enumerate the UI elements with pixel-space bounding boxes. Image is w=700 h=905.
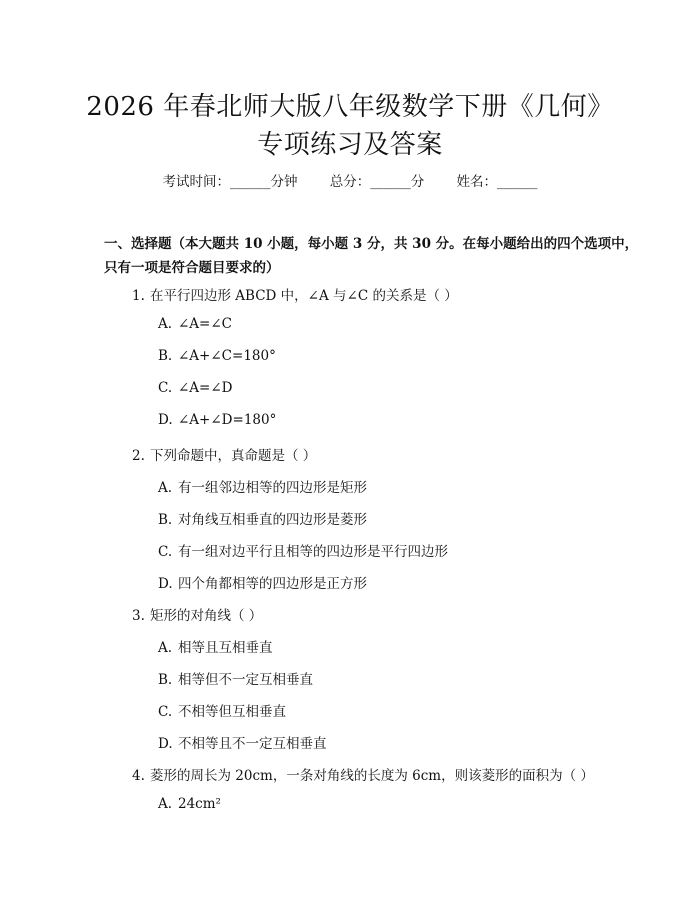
option-label: D.: [158, 736, 173, 752]
option-1b: [158, 348, 276, 364]
option-label: A.: [158, 316, 173, 332]
exam-time: 考试时间：______分钟: [162, 174, 298, 190]
option-text: 不相等且不一定互相垂直: [178, 736, 327, 752]
question-stem: 菱形的周长为 20cm，一条对角线的长度为 6cm，则该菱形的面积为（ ）: [150, 768, 594, 784]
question-number: 2.: [132, 448, 145, 464]
student-name: 姓名：______: [456, 174, 538, 190]
question-stem: 矩形的对角线（ ）: [150, 608, 263, 624]
question-1: [132, 284, 458, 304]
document-title-line2: 专项练习及答案: [257, 130, 443, 160]
option-label: A.: [158, 796, 173, 812]
option-text: 四个角都相等的四边形是正方形: [178, 576, 367, 592]
option-3d: [158, 732, 327, 752]
document-title-line1: 2026 年春北师大版八年级数学下册《几何》: [86, 92, 614, 122]
option-2a: [158, 476, 367, 496]
option-label: C.: [158, 544, 173, 560]
question-stem: 下列命题中，真命题是（ ）: [150, 448, 317, 464]
option-text: 有一组对边平行且相等的四边形是平行四边形: [178, 544, 448, 560]
option-label: C.: [158, 380, 173, 396]
option-label: B.: [158, 672, 173, 688]
option-label: A.: [158, 480, 173, 496]
option-label: C.: [158, 704, 173, 720]
option-text: 24cm²: [178, 796, 221, 812]
option-2b: [158, 508, 367, 528]
question-number: 1.: [132, 288, 145, 304]
option-text: ∠A=∠C: [178, 316, 233, 332]
option-label: A.: [158, 640, 173, 656]
option-text: ∠A+∠C=180°: [178, 348, 276, 364]
question-2: [132, 444, 316, 464]
option-1a: [158, 316, 232, 332]
question-4: [132, 764, 594, 784]
option-3c: [158, 700, 286, 720]
option-text: 不相等但互相垂直: [178, 704, 286, 720]
option-2d: [158, 572, 367, 592]
exam-score: 总分：______分: [329, 174, 425, 190]
option-3b: [158, 668, 313, 688]
question-number: 3.: [132, 608, 145, 624]
option-text: 有一组邻边相等的四边形是矩形: [178, 480, 367, 496]
exam-info: [0, 170, 700, 190]
option-label: D.: [158, 412, 173, 428]
option-text: 相等且互相垂直: [178, 640, 273, 656]
option-text: 相等但不一定互相垂直: [178, 672, 313, 688]
option-text: ∠A=∠D: [178, 380, 233, 396]
option-text: 对角线互相垂直的四边形是菱形: [178, 512, 367, 528]
question-stem: 在平行四边形 ABCD 中，∠A 与∠C 的关系是（ ）: [150, 288, 458, 304]
option-4a: [158, 796, 221, 812]
option-text: ∠A+∠D=180°: [178, 412, 277, 428]
option-label: B.: [158, 512, 173, 528]
question-number: 4.: [132, 768, 145, 784]
option-2c: [158, 540, 448, 560]
section-heading: 一、选择题（本大题共 10 小题，每小题 3 分，共 30 分。在每小题给出的四个选项中，只有一项是符合题目要求的）: [104, 236, 639, 276]
option-1d: [158, 412, 276, 428]
option-label: B.: [158, 348, 173, 364]
option-label: D.: [158, 576, 173, 592]
option-3a: [158, 636, 273, 656]
option-1c: [158, 380, 233, 396]
question-3: [132, 604, 262, 624]
